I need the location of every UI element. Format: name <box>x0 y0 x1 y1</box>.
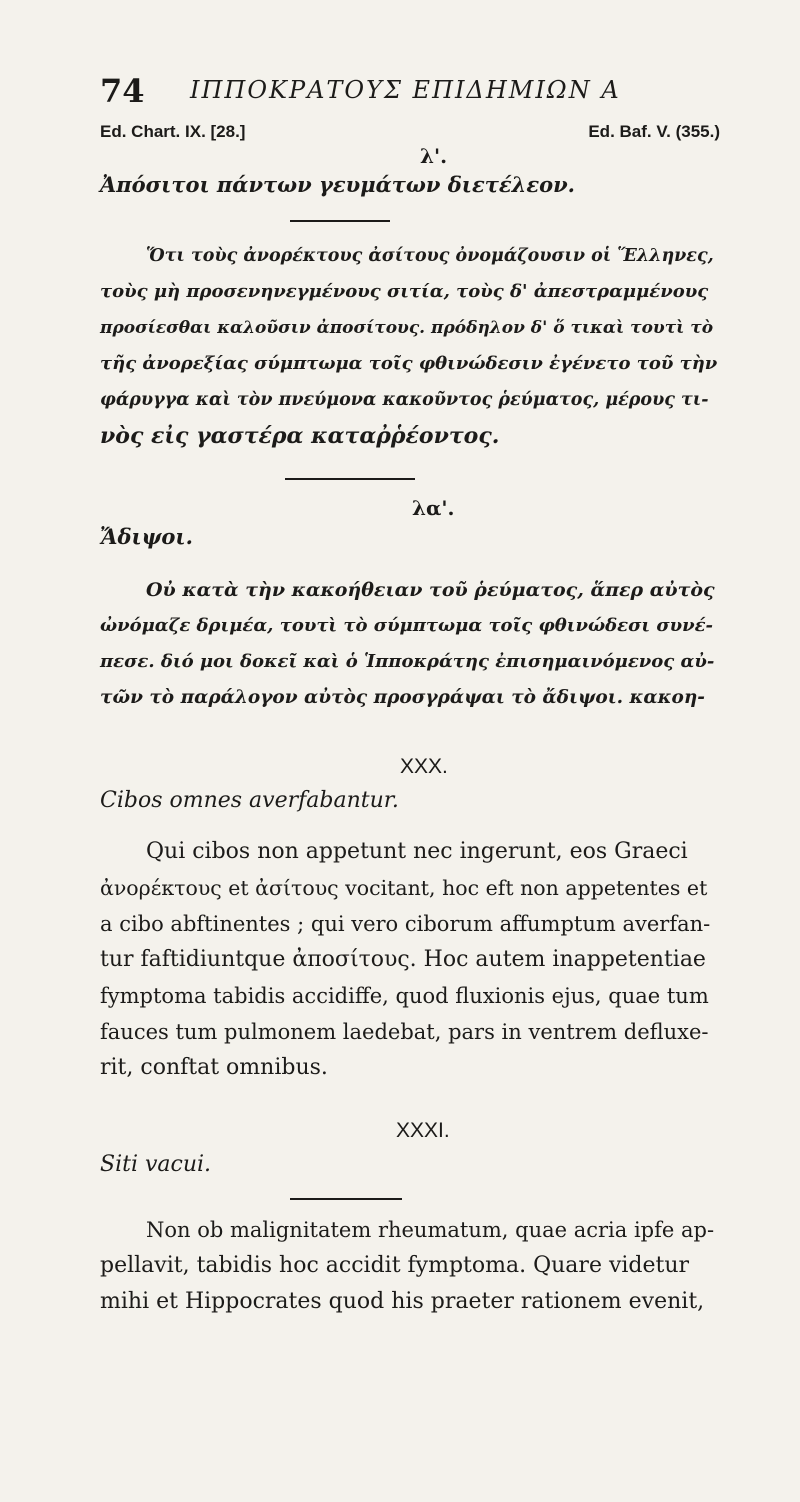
page-number: 74 <box>100 72 145 110</box>
text-line: a cibo abftinentes ; qui vero ciborum affumptum averfan- <box>100 912 711 936</box>
text-line: tur faftidiuntque ἀποσίτους. Hoc autem inappetentiae <box>100 947 706 972</box>
text-line: Οὐ κατὰ τὴν κακοήθειαν τοῦ ῥεύματος, ἅπερ αὐτὸς <box>146 579 715 601</box>
text-line: pellavit, tabidis hoc accidit fymptoma. Quare videtur <box>100 1253 690 1278</box>
text-line: προσίεσθαι καλοῦσιν ἀποσίτους. πρόδηλον δ' ὅ τικαὶ τουτὶ τὸ <box>100 318 714 338</box>
lemma-heading-xxxi: Siti vacui. <box>100 1152 212 1177</box>
commentary-paragraph-la <box>100 572 720 716</box>
text-line: τῆς ἀνορεξίας σύμπτωμα τοῖς φθινώδεσιν ἐγένετο τοῦ τὴν <box>100 353 718 374</box>
text-line: Ὅτι τοὺς ἀνορέκτους ἀσίτους ὀνομάζουσιν οἱ Ἕλληνες, <box>146 246 714 266</box>
text-line: rit, conftat omnibus. <box>100 1055 328 1080</box>
text-line: Non ob malignitatem rheumatum, quae acria ipfe ap- <box>146 1218 715 1242</box>
lemma-heading-xxx: Cibos omnes averfabantur. <box>100 788 399 813</box>
running-title: ΙΠΠΟΚΡΑΤΟΥΣ ΕΠΙΔΗΜΙΩΝ Α <box>190 76 621 104</box>
text-line: ἀνορέκτους et ἀσίτους vocitant, hoc eft non appetentes et <box>100 876 708 900</box>
commentary-paragraph-xxx <box>100 834 720 1086</box>
edition-chart: Ed. Chart. IX. [28.] <box>100 122 246 141</box>
edition-basel: Ed. Baf. V. (355.) <box>588 122 720 141</box>
commentary-paragraph-l <box>100 238 720 454</box>
running-head <box>100 72 720 112</box>
text-line: mihi et Hippocrates quod his praeter rationem evenit, <box>100 1289 705 1314</box>
separator-rule <box>290 220 390 222</box>
lemma-heading-la: Ἄδιψοι. <box>100 524 193 549</box>
section-number-xxxi: XXXI. <box>396 1119 450 1142</box>
text-line: φάρυγγα καὶ τὸν πνεύμονα κακοῦντος ῥεύματος, μέρους τι- <box>100 390 709 410</box>
text-line: fauces tum pulmonem laedebat, pars in ventrem defluxe- <box>100 1020 709 1044</box>
text-line: Qui cibos non appetunt nec ingerunt, eos Graeci <box>146 839 688 864</box>
lemma-heading-l: Ἀπόσιτοι πάντων γευμάτων διετέλεον. <box>100 172 575 197</box>
text-line: νὸς εἰς γαστέρα καταῤῥέοντος. <box>100 423 500 449</box>
text-line: fymptoma tabidis accidiffe, quod fluxionis ejus, quae tum <box>100 984 709 1008</box>
text-line: πεσε. διό μοι δοκεῖ καὶ ὁ Ἱπποκράτης ἐπισημαινόμενος αὐ- <box>100 651 715 672</box>
text-line: τοὺς μὴ προσενηνεγμένους σιτία, τοὺς δ' ἀπεστραμμένους <box>100 281 709 302</box>
text-line: ὠνόμαζε δριμέα, τουτὶ τὸ σύμπτωμα τοῖς φθινώδεσι συνέ- <box>100 615 713 636</box>
separator-rule <box>285 478 415 480</box>
section-number-l: λ'. <box>420 144 448 168</box>
section-number-xxx: XXX. <box>400 755 448 778</box>
section-number-la: λα'. <box>412 496 455 520</box>
commentary-paragraph-xxxi <box>100 1212 720 1320</box>
separator-rule <box>290 1198 402 1200</box>
text-line: τῶν τὸ παράλογον αὐτὸς προσγράψαι τὸ ἄδιψοι. κακοη- <box>100 687 705 708</box>
